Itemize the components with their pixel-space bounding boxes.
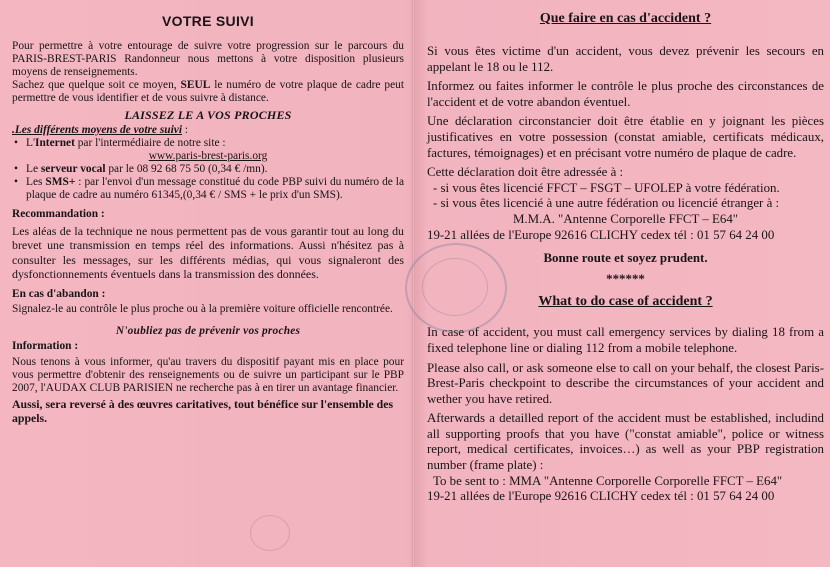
accident-fr-paragraph-3: Une déclaration circonstancier doit être établie en y joignant les pièces justificatives en votre possession (constat amiable, certificats médicaux, factures, témoignages) et en précisant votre numéro de plaque de cadre. bbox=[427, 114, 824, 160]
dont-forget-heading: N'oubliez pas de prévenir vos proches bbox=[115, 324, 301, 337]
bullet-internet: • L'Internet par l'intermédiaire de notre site : bbox=[14, 137, 226, 149]
abandon-heading: En cas d'abandon : bbox=[12, 287, 106, 300]
leave-to-relatives-heading: LAISSEZ LE A VOS PROCHES bbox=[124, 108, 292, 122]
faint-stamp-inner bbox=[422, 258, 488, 316]
intro-paragraph: Pour permettre à votre entourage de suivre votre progression sur le parcours du PARIS-BREST-PARIS Randonneur nous mettons à votre disposition plusieurs moyens de renseignements. bbox=[12, 40, 404, 78]
good-luck-text: Bonne route et soyez prudent. bbox=[543, 251, 708, 266]
bullet-icon: • bbox=[14, 163, 18, 175]
means-heading: .Les différents moyens de votre suivi : bbox=[12, 124, 189, 136]
accident-en-paragraph-3: Afterwards a detailled report of the accident must be established, includind all supporting proofs that you have ("constat amiable", police or witness report, medical certificates, invoices…) as well as your PBP registration number (frame plate) : bbox=[427, 411, 824, 473]
bullet-icon: • bbox=[14, 137, 18, 149]
mma-address-line: 19-21 allées de l'Europe 92616 CLICHY cedex tél : 01 57 64 24 00 bbox=[427, 227, 775, 242]
section-separator: ****** bbox=[606, 271, 645, 286]
accident-fr-paragraph-4: Cette déclaration doit être adressée à : bbox=[427, 165, 624, 180]
intro-paragraph-2: Sachez que quelque soit ce moyen, SEUL le numéro de votre plaque de cadre peut permettre de vous identifier et de vous suivre à distance. bbox=[12, 79, 404, 104]
license-item-other: - si vous êtes licencié à une autre fédération ou licencié étranger à : bbox=[433, 196, 780, 211]
mma-address-name: M.M.A. "Antenne Corporelle FFCT – E64" bbox=[512, 211, 739, 226]
bullet-sms: • Les SMS+ : par l'envoi d'un message constitué du code PBP suivi du numéro de la plaque de cadre au numéro 61345,(0,34 € / SMS + le prix d'un SMS). bbox=[14, 176, 405, 201]
charity-text: Aussi, sera reversé à des œuvres caritatives, tout bénéfice sur l'ensemble des appels. bbox=[12, 396, 394, 425]
votre-suivi-title: VOTRE SUIVI bbox=[162, 13, 254, 29]
accident-fr-paragraph-1: Si vous êtes victime d'un accident, vous devez prévenir les secours en appelant le 18 ou le 112. bbox=[427, 44, 824, 74]
recommendation-heading: Recommandation : bbox=[12, 208, 105, 220]
information-heading: Information : bbox=[12, 339, 79, 352]
bullet-icon: • bbox=[14, 176, 18, 188]
faint-logo-mark bbox=[250, 515, 290, 551]
license-item-ffct: - si vous êtes licencié FFCT – FSGT – UFOLEP à votre fédération. bbox=[433, 180, 780, 195]
recommendation-text: Les aléas de la technique ne nous permettent pas de vous garantir tout au long du brevet une transmission en temps réel des informations. Aussi n'hésitez pas à consulter les messages, sur les différents médias, qui vous signaleront des dysfonctionnements éventuels dans la transmission des données. bbox=[12, 224, 404, 282]
en-address-line: 19-21 allées de l'Europe 92616 CLICHY cedex tél : 01 57 64 24 00 bbox=[427, 489, 775, 504]
information-text: Nous tenons à vous informer, qu'au travers du dispositif payant mis en place pour vous permettre d'obtenir des renseignements ou de suivre un participant sur le PBP 2007, l'AUDAX CLUB PARISIEN ne recherche pas à en tirer un avantage financier. bbox=[12, 355, 404, 394]
accident-heading-fr: Que faire en cas d'accident ? bbox=[539, 11, 712, 26]
left-page bbox=[0, 0, 412, 567]
accident-fr-paragraph-2: Informez ou faites informer le contrôle le plus proche des circonstances de l'accident et de votre abandon éventuel. bbox=[427, 79, 824, 109]
abandon-text: Signalez-le au contrôle le plus proche ou à la première voiture officielle rencontrée. bbox=[12, 302, 393, 315]
accident-heading-en: What to do case of accident ? bbox=[538, 294, 713, 310]
accident-en-paragraph-2: Please also call, or ask someone else to call on your behalf, the closest Paris-Brest-Paris checkpoint to describe the circumstances of your accident and wether you have retired. bbox=[427, 360, 824, 406]
send-to-line: To be sent to : MMA "Antenne Corporelle Corporelle FFCT – E64" bbox=[433, 473, 783, 488]
bullet-vocal-server: • Le serveur vocal par le 08 92 68 75 50 (0,34 € /mn). bbox=[14, 163, 268, 175]
accident-en-paragraph-1: In case of accident, you must call emergency services by dialing 18 from a fixed telephone line or dialing 112 from a mobile telephone. bbox=[427, 325, 824, 355]
site-url-link[interactable]: www.paris-brest-paris.org bbox=[148, 150, 268, 162]
